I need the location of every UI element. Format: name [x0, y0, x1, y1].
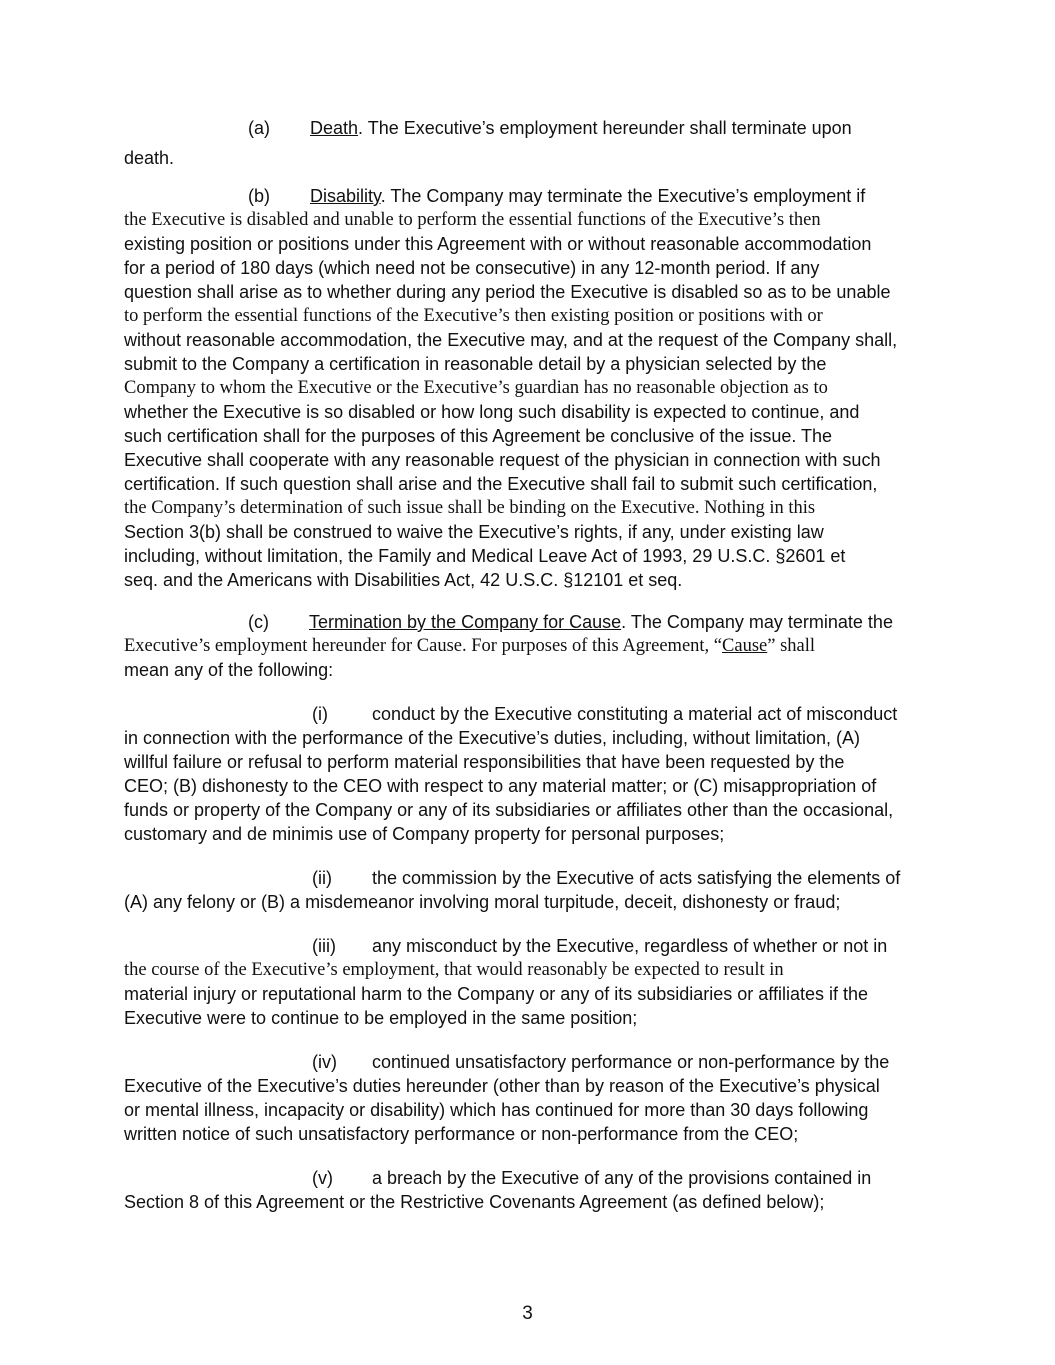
section-b-first-line — [248, 184, 865, 208]
clause-iv-first-line — [312, 1050, 889, 1074]
section-c-line: mean any of the following: — [124, 660, 334, 680]
section-a-line: death. — [124, 148, 175, 168]
section-b-line: Section 3(b) shall be construed to waive the Executive’s rights, if any, under existing law — [124, 522, 824, 542]
clause-v-marker: (v) — [312, 1168, 333, 1188]
page-number: 3 — [522, 1303, 533, 1324]
section-b-line: existing position or positions under this Agreement with or without reasonable accommodation — [124, 234, 872, 254]
section-b-text: . The Company may terminate the Executive’s employment if — [380, 186, 866, 206]
clause-i-marker: (i) — [312, 704, 328, 724]
section-a-first-line — [248, 116, 852, 140]
section-a-text: . The Executive’s employment hereunder shall terminate upon — [358, 118, 852, 138]
clause-iii-first-line — [312, 934, 887, 958]
clause-iii-line: material injury or reputational harm to the Company or any of its subsidiaries or affiliates if the — [124, 984, 869, 1004]
clause-i-line: willful failure or refusal to perform material responsibilities that have been requested by the — [124, 752, 845, 772]
section-c-line2-pre: Executive’s employment hereunder for Cause. For purposes of this Agreement, “ — [124, 636, 723, 656]
section-b-line: including, without limitation, the Family and Medical Leave Act of 1993, 29 U.S.C. §2601 et — [124, 546, 846, 566]
section-c-first-line — [248, 610, 893, 634]
section-b-line: the Executive is disabled and unable to perform the essential functions of the Executive’s then — [124, 210, 821, 230]
section-a-marker: (a) — [248, 118, 270, 138]
section-b-line: the Company’s determination of such issue shall be binding on the Executive. Nothing in this — [124, 498, 816, 518]
clause-i-line: in connection with the performance of the Executive’s duties, including, without limitation, (A) — [124, 728, 861, 748]
clause-v-first-line — [312, 1166, 871, 1190]
clause-iv-line: Executive of the Executive’s duties hereunder (other than by reason of the Executive’s physical — [124, 1076, 880, 1096]
clause-iv-marker: (iv) — [312, 1052, 337, 1072]
section-c-marker: (c) — [248, 612, 269, 632]
clause-iii-marker: (iii) — [312, 936, 336, 956]
section-c-heading: Termination by the Company for Cause — [309, 612, 622, 632]
clause-iii-text: any misconduct by the Executive, regardless of whether or not in — [372, 936, 888, 956]
clause-iii-line: the course of the Executive’s employment, that would reasonably be expected to result in — [124, 960, 784, 980]
section-b-line: seq. and the Americans with Disabilities Act, 42 U.S.C. §12101 et seq. — [124, 570, 683, 590]
clause-iii-line: Executive were to continue to be employed in the same position; — [124, 1008, 638, 1028]
clause-ii-text: the commission by the Executive of acts satisfying the elements of — [372, 868, 901, 888]
section-b-line: certification. If such question shall arise and the Executive shall fail to submit such certification, — [124, 474, 878, 494]
clause-i-line: customary and de minimis use of Company property for personal purposes; — [124, 824, 725, 844]
clause-iv-line: written notice of such unsatisfactory performance or non-performance from the CEO; — [124, 1124, 799, 1144]
section-b-marker: (b) — [248, 186, 270, 206]
section-c-line — [124, 634, 815, 658]
section-c-line2-post: ” shall — [767, 636, 816, 656]
section-b-heading: Disability — [310, 186, 381, 206]
section-b-line: to perform the essential functions of the Executive’s then existing position or positions with or — [124, 306, 823, 326]
clause-iv-line: or mental illness, incapacity or disability) which has continued for more than 30 days following — [124, 1100, 869, 1120]
section-b-line: submit to the Company a certification in reasonable detail by a physician selected by the — [124, 354, 827, 374]
section-b-line: for a period of 180 days (which need not be consecutive) in any 12-month period. If any — [124, 258, 820, 278]
clause-i-text: conduct by the Executive constituting a material act of misconduct — [372, 704, 898, 724]
section-b-line: whether the Executive is so disabled or how long such disability is expected to continue, and — [124, 402, 860, 422]
clause-ii-first-line — [312, 866, 900, 890]
clause-i-line: funds or property of the Company or any of its subsidiaries or affiliates other than the occasional, — [124, 800, 894, 820]
cause-defined-term: Cause — [722, 636, 768, 656]
clause-iv-text: continued unsatisfactory performance or non-performance by the — [372, 1052, 890, 1072]
clause-v-text: a breach by the Executive of any of the provisions contained in — [372, 1168, 872, 1188]
clause-ii-line: (A) any felony or (B) a misdemeanor involving moral turpitude, deceit, dishonesty or fraud; — [124, 892, 841, 912]
clause-v-line: Section 8 of this Agreement or the Restrictive Covenants Agreement (as defined below); — [124, 1192, 825, 1212]
section-b-line: question shall arise as to whether during any period the Executive is disabled so as to be unable — [124, 282, 891, 302]
section-c-text: . The Company may terminate the — [621, 612, 893, 632]
clause-ii-marker: (ii) — [312, 868, 332, 888]
clause-i-line: CEO; (B) dishonesty to the CEO with respect to any material matter; or (C) misappropriation of — [124, 776, 877, 796]
section-b-line: Company to whom the Executive or the Executive’s guardian has no reasonable objection as to — [124, 378, 828, 398]
section-b-line: Executive shall cooperate with any reasonable request of the physician in connection with such — [124, 450, 881, 470]
section-b-line: without reasonable accommodation, the Executive may, and at the request of the Company shall, — [124, 330, 898, 350]
clause-i-first-line — [312, 702, 897, 726]
section-a-heading: Death — [310, 118, 359, 138]
section-b-line: such certification shall for the purposes of this Agreement be conclusive of the issue. The — [124, 426, 833, 446]
